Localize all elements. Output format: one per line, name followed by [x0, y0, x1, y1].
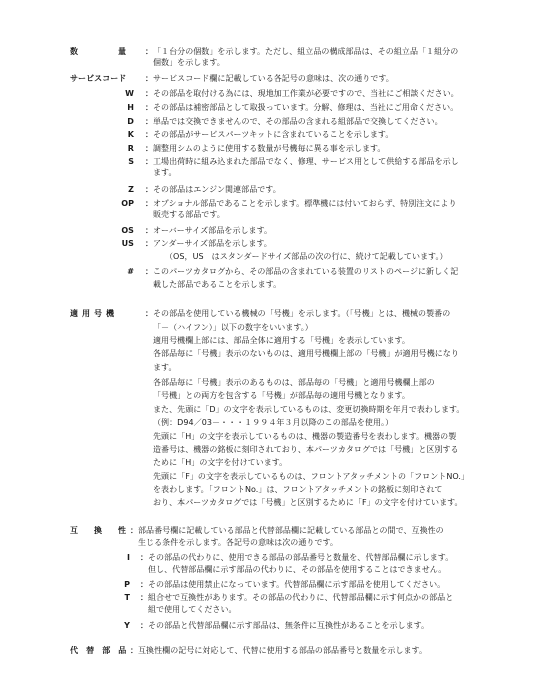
applicable-models-line-7: 「号機」との両方を包含する「号機」が部品毎の適用号機となります。	[153, 391, 410, 400]
colon: ：	[145, 89, 154, 98]
label-quantity: 数 量	[70, 47, 134, 56]
applicable-models-line-3: 適用号機欄上部には、部品全体に適用する「号機」を表示しています。	[153, 336, 410, 345]
applicable-models-line-14: を表わします。「フロントNo.」は、フロントアタッチメントの銘板に刻印されて	[153, 485, 443, 494]
label-substitute-parts: 代 替 部 品	[70, 646, 127, 655]
colon: ：	[145, 157, 154, 166]
colon: ：	[145, 309, 154, 318]
applicable-models-line-11: 造番号は、機器の銘板に刻印されており、本パーツカタログでは「号機」と区別する	[153, 445, 459, 454]
interchange-code-t-desc-1: 組合せで互換性があります。その部品の代わりに、代替部品欄に示す何点かの部品と	[148, 593, 454, 602]
interchange-code-y-desc: その部品と代替部品欄に示す部品は、無条件に互換性があることを示します。	[148, 621, 430, 630]
label-service-code: サービスコード	[70, 74, 127, 83]
service-code-r-desc: 調整用シムのように使用する数量が号機毎に異る事を示します。	[153, 144, 386, 153]
interchange-code-p: P	[124, 580, 130, 589]
applicable-models-line-12: ために「H」の文字を付けています。	[153, 458, 288, 467]
applicable-models-line-5: ます。	[153, 363, 177, 372]
service-code-us-desc-2: （OS，US はスタンダードサイズ部品の次の行に、続けて記載しています。）	[165, 252, 448, 261]
service-code-w: W	[125, 89, 134, 98]
service-code-os: OS	[121, 226, 134, 235]
service-code-k-desc: その部品がサービスパーツキットに含まれていることを示します。	[153, 130, 394, 139]
colon: ：	[130, 526, 139, 535]
colon: ：	[145, 267, 154, 276]
colon: ：	[145, 185, 154, 194]
colon: ：	[140, 580, 149, 589]
service-code-hash: #	[127, 267, 134, 276]
service-code-us-desc-1: アンダーサイズ部品を示します。	[153, 239, 272, 248]
service-code-op-desc-1: オプショナル部品であることを示します。標準機には付いておらず、特別注文により	[153, 199, 457, 208]
interchangeability-intro-2: 生じる条件を示します。各記号の意味は次の通りです。	[138, 538, 338, 547]
label-interchangeability: 互 換 性	[70, 526, 130, 535]
applicable-models-line-9: （例：D94／03－・・・１９９４年３月以降のこの部品を使用。）	[153, 418, 394, 427]
colon: ：	[140, 593, 149, 602]
quantity-line-1: 「１台分の個数」を示します。ただし、組立品の構成部品は、その組立品「１組分の	[153, 47, 459, 56]
colon: ：	[145, 117, 154, 126]
service-code-k: K	[127, 130, 134, 139]
service-code-intro: サービスコード欄に記載している各記号の意味は、次の通りです。	[153, 74, 394, 83]
applicable-models-line-10: 先頭に「H」の文字を表示しているものは、機器の製造番号を表わします。機器の製	[153, 432, 457, 441]
colon: ：	[145, 103, 154, 112]
service-code-s-desc-1: 工場出荷時に組み込まれた部品でなく、修理、サービス用として供給する部品を示し	[153, 157, 459, 166]
service-code-hash-desc-2: 載した部品であることを示します。	[153, 280, 282, 289]
interchange-code-p-desc: その部品は使用禁止になっています。代替部品欄に示す部品を使用してください。	[148, 580, 446, 589]
service-code-z-desc: その部品はエンジン関連部品です。	[153, 185, 281, 194]
service-code-s-desc-2: ます。	[153, 168, 177, 177]
applicable-models-line-6: 各部品毎に「号機」表示のあるものは、部品毎の「号機」と適用号機欄上部の	[153, 378, 435, 387]
service-code-z: Z	[128, 185, 134, 194]
applicable-models-line-13: 先頭に「F」の文字を表示しているものは、フロントアタッチメントの「フロントNO.」	[153, 472, 470, 481]
service-code-hash-desc-1: このパーツカタログから、その部品の含まれている装置のリストのページに新しく記	[153, 267, 459, 276]
applicable-models-line-15: おり、本パーツカタログでは「号機」と区別するために「F」の文字を付けています。	[153, 498, 463, 507]
colon: ：	[145, 199, 154, 208]
applicable-models-line-2: 「－（ハイフン）」以下の数字をいいます。）	[153, 323, 313, 332]
colon: ：	[145, 226, 154, 235]
interchange-code-i-desc-2: 但し、代替部品欄に示す部品の代わりに、その部品を使用することはできません。	[148, 565, 447, 574]
applicable-models-line-4: 各部品毎に「号機」表示のないものは、適用号機欄上部の「号機」が適用号機になり	[153, 349, 459, 358]
applicable-models-line-1: その部品を使用している機械の「号機」を示します。（「号機」とは、機械の製番の	[153, 309, 451, 318]
service-code-d: D	[127, 117, 134, 126]
service-code-d-desc: 単品では交換できませんので、その部品の含まれる組部品で交換してください。	[153, 117, 443, 126]
service-code-os-desc: オーバーサイズ部品を示します。	[153, 226, 273, 235]
service-code-r: R	[127, 144, 134, 153]
interchangeability-intro-1: 部品番号欄に記載している部品と代替部品欄に記載している部品との間で、互換性の	[138, 526, 444, 535]
service-code-s: S	[128, 157, 134, 166]
quantity-line-2: 個数」を示します。	[153, 58, 225, 67]
label-applicable-models: 適用号機	[70, 309, 118, 318]
colon: ：	[145, 47, 154, 56]
colon: ：	[140, 553, 149, 562]
applicable-models-line-8: また、先頭に「D」の文字を表示しているものは、変更切換時期を年月で表わします。	[153, 405, 465, 414]
colon: ：	[145, 239, 154, 248]
colon: ：	[145, 130, 154, 139]
interchange-code-t-desc-2: 組で使用してください。	[148, 605, 237, 614]
colon: ：	[145, 74, 154, 83]
service-code-us: US	[121, 239, 134, 248]
colon: ：	[140, 621, 149, 630]
service-code-w-desc: その部品を取付ける為には、現地加工作業が必要ですので、当社にご相談ください。	[153, 89, 459, 98]
interchange-code-i: I	[126, 553, 130, 562]
interchange-code-i-desc-1: その部品の代わりに、使用できる部品の部品番号と数量を、代替部品欄に示します。	[148, 553, 454, 562]
interchange-code-y: Y	[124, 621, 130, 630]
service-code-h: H	[127, 103, 134, 112]
colon: ：	[130, 646, 139, 655]
interchange-code-t: T	[124, 593, 130, 602]
colon: ：	[145, 144, 154, 153]
service-code-op: OP	[121, 199, 134, 208]
service-code-op-desc-2: 販売する部品です。	[153, 210, 225, 219]
service-code-h-desc: その部品は補密部品として取扱っています。分解、修理は、当社にご用命ください。	[153, 103, 459, 112]
substitute-parts-line-1: 互換性欄の記号に対応して、代替に使用する部品の部品番号と数量を示します。	[138, 646, 427, 655]
